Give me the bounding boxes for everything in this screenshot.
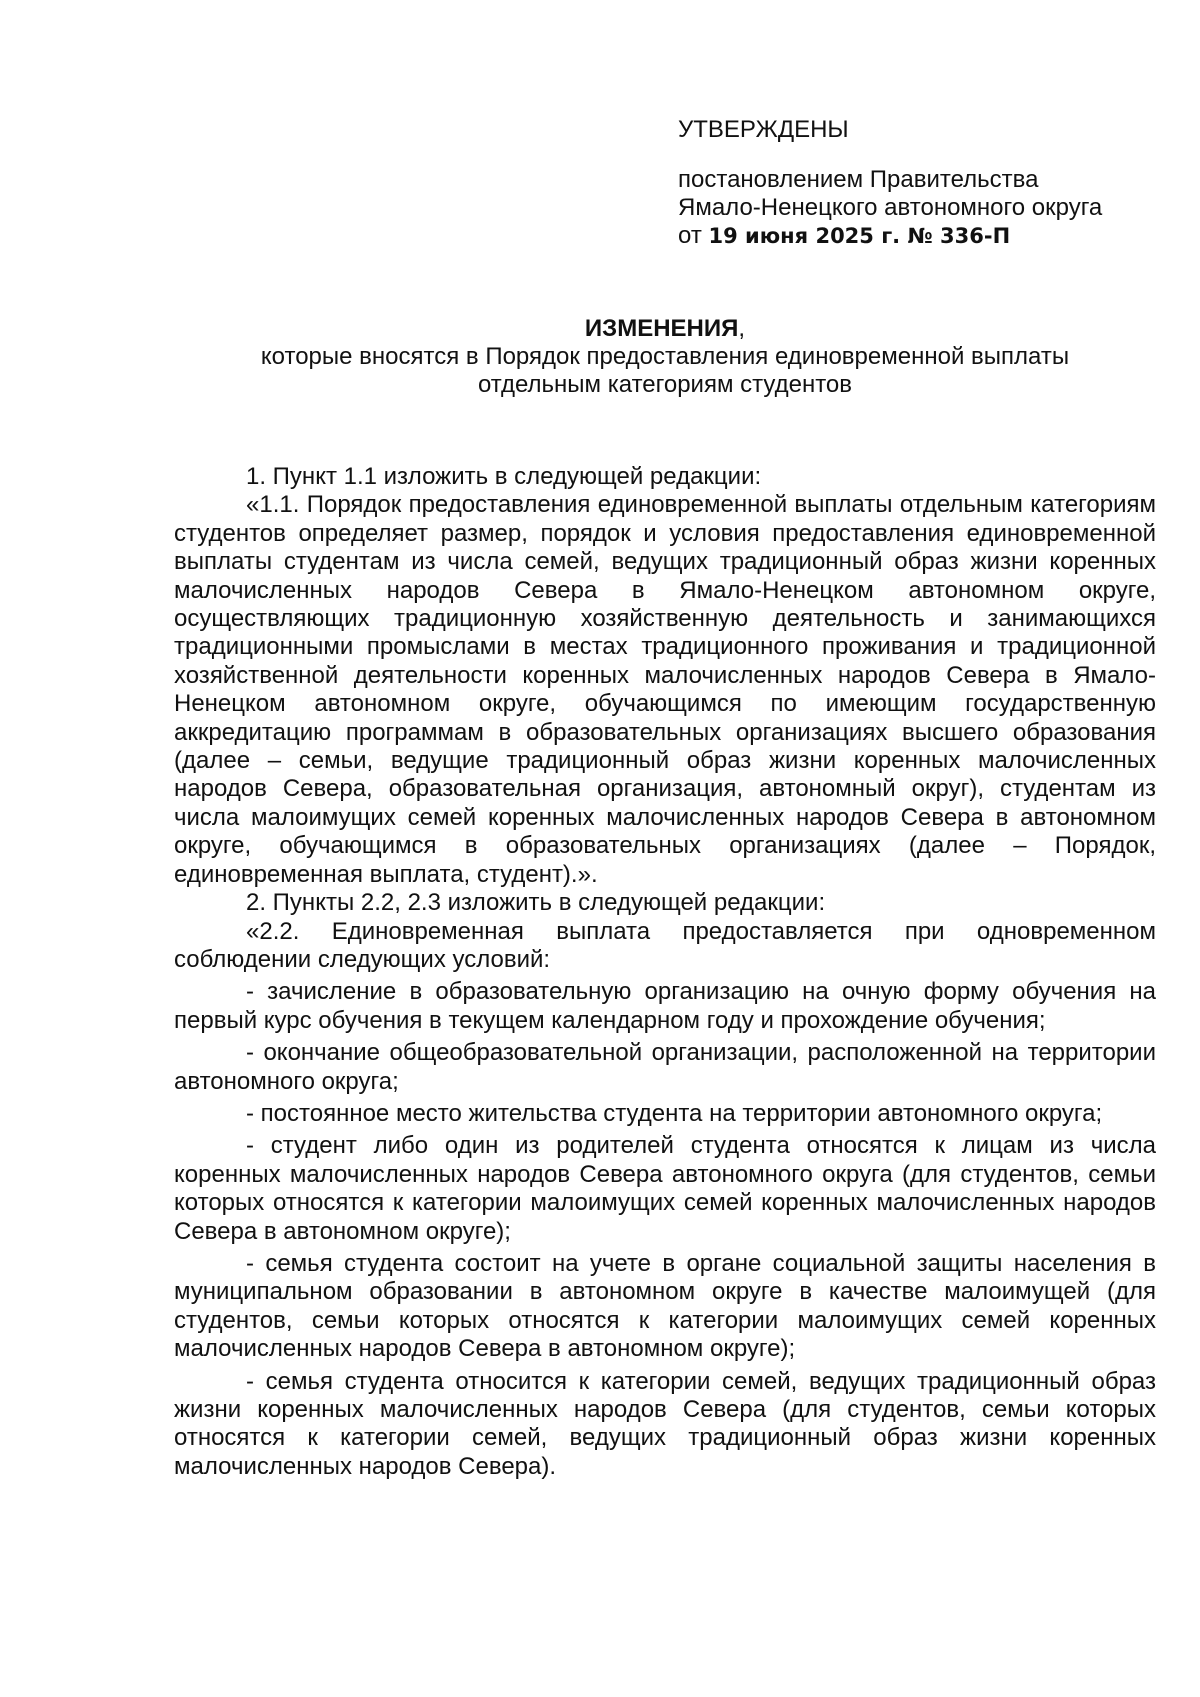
paragraph-clause-1-1: «1.1. Порядок предоставления единовременной выплаты отдельным категориям студентов определяет размер, порядок и условия предоставления единовременной выплаты студентам из числа семей, ведущих традиционный образ жизни коренных малочисленных народов Севера в Ямало-Ненецком автономном округе, осуществляющих традиционную хозяйственную деятельность и занимающихся традиционными промыслами в местах традиционного проживания и традиционной хозяйственной деятельности коренных малочисленных народов Севера в Ямало-Ненецком автономном округе, обучающимся по имеющим государственную аккредитацию программам в образовательных организациях высшего образования (далее – семьи, ведущие традиционный образ жизни коренных малочисленных народов Севера, образовательная организация, автономный округ), студентам из числа малоимущих семей коренных малочисленных народов Севера в автономном округе, обучающимся в образовательных организациях (далее – Порядок, единовременная выплата, студент).». (174, 491, 1156, 888)
title-heading-line (174, 315, 1156, 343)
approval-line-2: Ямало-Ненецкого автономного округа (678, 194, 1103, 221)
title-subtitle-line-2: отдельным категориям студентов (477, 371, 853, 398)
condition-list-item: - семья студента состоит на учете в органе социальной защиты населения в муниципальном образовании в автономном округе в качестве малоимущей (для студентов, семьи которых относятся к категории малоимущих семей коренных малочисленных народов Севера в автономном округе); (174, 1249, 1156, 1363)
title-heading: ИЗМЕНЕНИЯ (584, 315, 739, 342)
paragraph-item-1-header: 1. Пункт 1.1 изложить в следующей редакции: (246, 463, 762, 490)
condition-list-item: - зачисление в образовательную организацию на очную форму обучения на первый курс обучения в текущем календарном году и прохождение обучения; (174, 978, 1156, 1034)
condition-list-item: - студент либо один из родителей студента относятся к лицам из числа коренных малочисленных народов Севера автономного округа (для студентов, семьи которых относятся к категории малоимущих семей коренных малочисленных народов Севера в автономном округе); (174, 1132, 1156, 1245)
title-subtitle-line-1: которые вносятся в Порядок предоставления единовременной выплаты (260, 343, 1070, 370)
approval-block (678, 116, 1158, 250)
approval-line-1: постановлением Правительства (678, 166, 1039, 193)
title-heading-suffix: , (738, 315, 746, 342)
order-number: 19 июня 2025 г. № 336-П (708, 224, 1011, 248)
paragraph-item-2-header: 2. Пункты 2.2, 2.3 изложить в следующей редакции: (246, 889, 826, 917)
condition-list-item: - семья студента относится к категории семей, ведущих традиционный образ жизни коренных малочисленных народов Севера (для студентов, семьи которых относятся к категории семей, ведущих традиционный образ жизни коренных малочисленных народов Севера). (174, 1367, 1156, 1480)
approval-stamp: УТВЕРЖДЕНЫ (678, 116, 849, 143)
approval-date-line (678, 222, 1158, 250)
approval-date-prefix: от (678, 222, 709, 249)
condition-list-item: - окончание общеобразовательной организации, расположенной на территории автономного округа; (174, 1039, 1156, 1095)
condition-list-item: - постоянное место жительства студента на территории автономного округа; (246, 1099, 1103, 1127)
document-body (174, 463, 1156, 1481)
document-title (174, 315, 1156, 399)
paragraph-clause-2-2: «2.2. Единовременная выплата предоставляется при одновременном соблюдении следующих условий: (174, 917, 1156, 973)
